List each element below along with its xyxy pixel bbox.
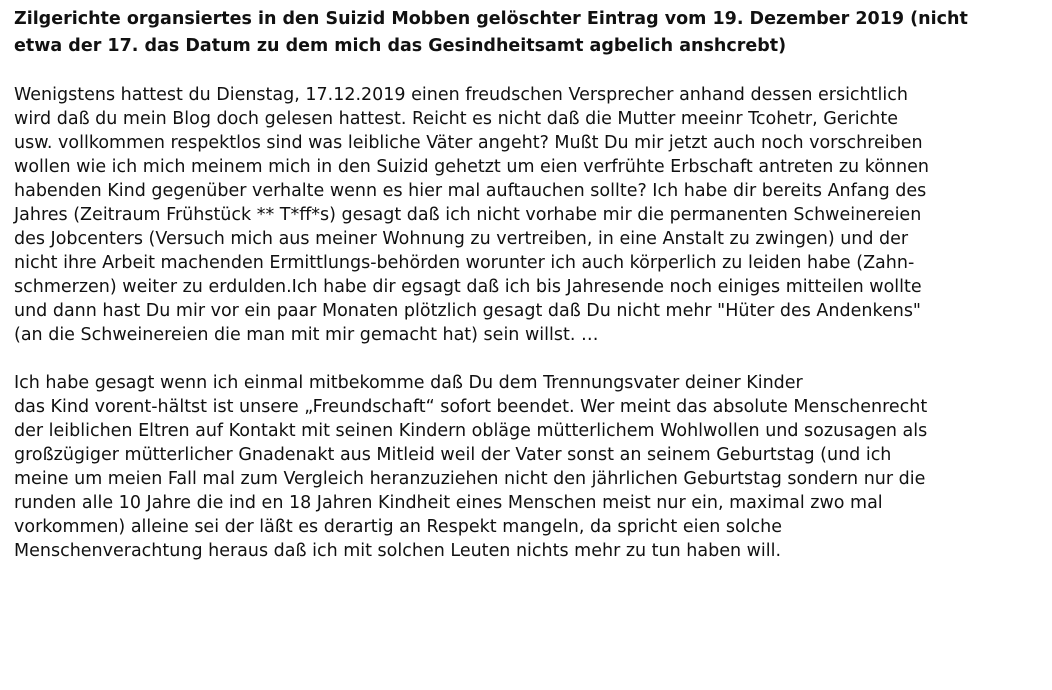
paragraph-line: des Jobcenters (Versuch mich aus meiner Wohnung zu vertreiben, in eine Anstalt zu zwingen) und der (14, 229, 909, 249)
paragraph-line: Wenigstens hattest du Dienstag, 17.12.2019 einen freudschen Versprecher anhand dessen ersichtlich (14, 85, 908, 105)
document-title (14, 6, 1044, 60)
paragraph-line: usw. vollkommen respektlos sind was leibliche Väter angeht? Mußt Du mir jetzt auch noch vorschreiben (14, 133, 923, 153)
paragraph-line: vorkommen) alleine sei der läßt es derartig an Respekt mangeln, da spricht eien solche (14, 517, 783, 537)
paragraph-line: das Kind vorent-hältst ist unsere „Freundschaft“ sofort beendet. Wer meint das absolute Menschenrecht (14, 397, 928, 417)
paragraph-2 (14, 371, 1044, 563)
paragraph-line: wollen wie ich mich meinem mich in den Suizid gehetzt um eien verfrühte Erbschaft antreten zu können (14, 157, 929, 177)
title-line: Zilgerichte organsiertes in den Suizid Mobben gelöschter Eintrag vom 19. Dezember 2019 (nicht (14, 9, 968, 29)
paragraph-line: nicht ihre Arbeit machenden Ermittlungs-behörden worunter ich auch körperlich zu leiden habe (Zahn- (14, 253, 915, 273)
paragraph-line: und dann hast Du mir vor ein paar Monaten plötzlich gesagt daß Du nicht mehr "Hüter des Andenkens" (14, 301, 921, 321)
title-line: etwa der 17. das Datum zu dem mich das Gesindheitsamt agbelich anshcrebt) (14, 36, 787, 56)
paragraph-line: schmerzen) weiter zu erdulden.Ich habe dir egsagt daß ich bis Jahresende noch einiges mitteilen wollte (14, 277, 922, 297)
paragraph-line: Menschenverachtung heraus daß ich mit solchen Leuten nichts mehr zu tun haben will. (14, 541, 782, 561)
paragraph-line: runden alle 10 Jahre die ind en 18 Jahren Kindheit eines Menschen meist nur ein, maximal zwo mal (14, 493, 883, 513)
paragraph-line: habenden Kind gegenüber verhalte wenn es hier mal auftauchen sollte? Ich habe dir bereits Anfang des (14, 181, 927, 201)
paragraph-line: der leiblichen Eltren auf Kontakt mit seinen Kindern obläge mütterlichem Wohlwollen und sozusagen als (14, 421, 928, 441)
paragraph-line: Ich habe gesagt wenn ich einmal mitbekomme daß Du dem Trennungsvater deiner Kinder (14, 373, 803, 393)
paragraph-1 (14, 83, 1044, 347)
paragraph-line: wird daß du mein Blog doch gelesen hattest. Reicht es nicht daß die Mutter meeinr Tcohetr, Gerichte (14, 109, 898, 129)
paragraph-line: großzügiger mütterlicher Gnadenakt aus Mitleid weil der Vater sonst an seinem Geburtstag (und ich (14, 445, 892, 465)
paragraph-line: (an die Schweinereien die man mit mir gemacht hat) sein willst. … (14, 325, 599, 345)
paragraph-line: meine um meien Fall mal zum Vergleich heranzuziehen nicht den jährlichen Geburtstag sondern nur die (14, 469, 926, 489)
paragraph-line: Jahres (Zeitraum Frühstück ** T*ff*s) gesagt daß ich nicht vorhabe mir die permanenten Schweinereien (14, 205, 922, 225)
document-page (14, 6, 1044, 563)
